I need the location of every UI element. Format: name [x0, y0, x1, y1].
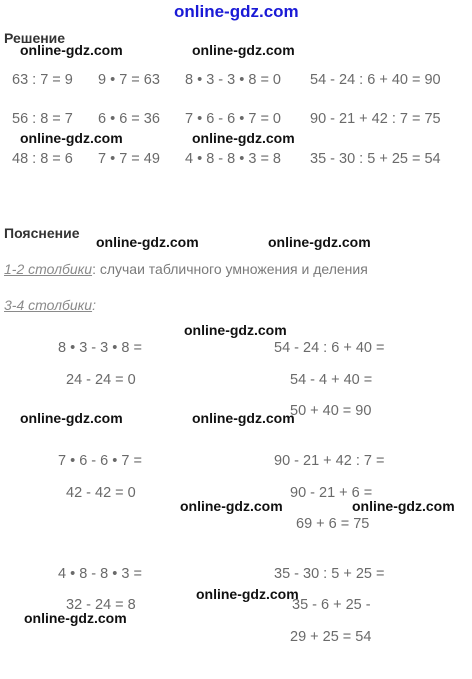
right-step: 54 - 24 : 6 + 40 = — [274, 340, 385, 356]
watermark: online-gdz.com — [184, 322, 287, 338]
solution-expr: 7 • 6 - 6 • 7 = 0 — [185, 111, 281, 127]
right-step: 54 - 4 + 40 = — [290, 372, 373, 388]
right-step: 35 - 6 + 25 - — [292, 597, 371, 613]
right-step: 90 - 21 + 6 = — [290, 485, 373, 501]
right-step: 50 + 40 = 90 — [290, 403, 372, 419]
solution-expr: 54 - 24 : 6 + 40 = 90 — [310, 72, 441, 88]
left-step: 8 • 3 - 3 • 8 = — [58, 340, 142, 356]
watermark: online-gdz.com — [24, 610, 127, 626]
watermark: online-gdz.com — [20, 410, 123, 426]
solution-expr: 63 : 7 = 9 — [12, 72, 73, 88]
columns-3-4-colon: : — [92, 297, 96, 313]
right-step: 69 + 6 = 75 — [296, 516, 370, 532]
solution-expr: 4 • 8 - 8 • 3 = 8 — [185, 151, 281, 167]
columns-1-2-text: : случаи табличного умножения и деления — [92, 261, 368, 277]
solution-expr: 90 - 21 + 42 : 7 = 75 — [310, 111, 441, 127]
watermark: online-gdz.com — [268, 234, 371, 250]
watermark: online-gdz.com — [196, 586, 299, 602]
solution-expr: 35 - 30 : 5 + 25 = 54 — [310, 151, 441, 167]
solution-expr: 6 • 6 = 36 — [98, 111, 160, 127]
columns-1-2-note — [4, 261, 368, 279]
solution-expr: 8 • 3 - 3 • 8 = 0 — [185, 72, 281, 88]
left-step: 4 • 8 - 8 • 3 = — [58, 566, 142, 582]
solution-expr: 9 • 7 = 63 — [98, 72, 160, 88]
left-step: 32 - 24 = 8 — [66, 597, 136, 613]
watermark: online-gdz.com — [20, 130, 123, 146]
watermark: online-gdz.com — [96, 234, 199, 250]
solution-expr: 56 : 8 = 7 — [12, 111, 73, 127]
watermark: online-gdz.com — [352, 498, 455, 514]
solution-expr: 48 : 8 = 6 — [12, 151, 73, 167]
right-step: 29 + 25 = 54 — [290, 629, 372, 645]
left-step: 42 - 42 = 0 — [66, 485, 136, 501]
left-step: 24 - 24 = 0 — [66, 372, 136, 388]
left-step: 7 • 6 - 6 • 7 = — [58, 453, 142, 469]
site-title: online-gdz.com — [174, 2, 299, 21]
right-step: 90 - 21 + 42 : 7 = — [274, 453, 385, 469]
watermark: online-gdz.com — [192, 410, 295, 426]
watermark: online-gdz.com — [20, 42, 123, 58]
columns-3-4-label: 3-4 столбики — [4, 297, 93, 313]
solution-expr: 7 • 7 = 49 — [98, 151, 160, 167]
solution-heading: Решение — [4, 30, 66, 46]
explanation-heading: Пояснение — [4, 225, 80, 241]
columns-3-4-note — [4, 297, 96, 315]
watermark: online-gdz.com — [192, 130, 295, 146]
columns-1-2-label: 1-2 столбики — [4, 261, 93, 277]
right-step: 35 - 30 : 5 + 25 = — [274, 566, 385, 582]
watermark: online-gdz.com — [180, 498, 283, 514]
watermark: online-gdz.com — [192, 42, 295, 58]
